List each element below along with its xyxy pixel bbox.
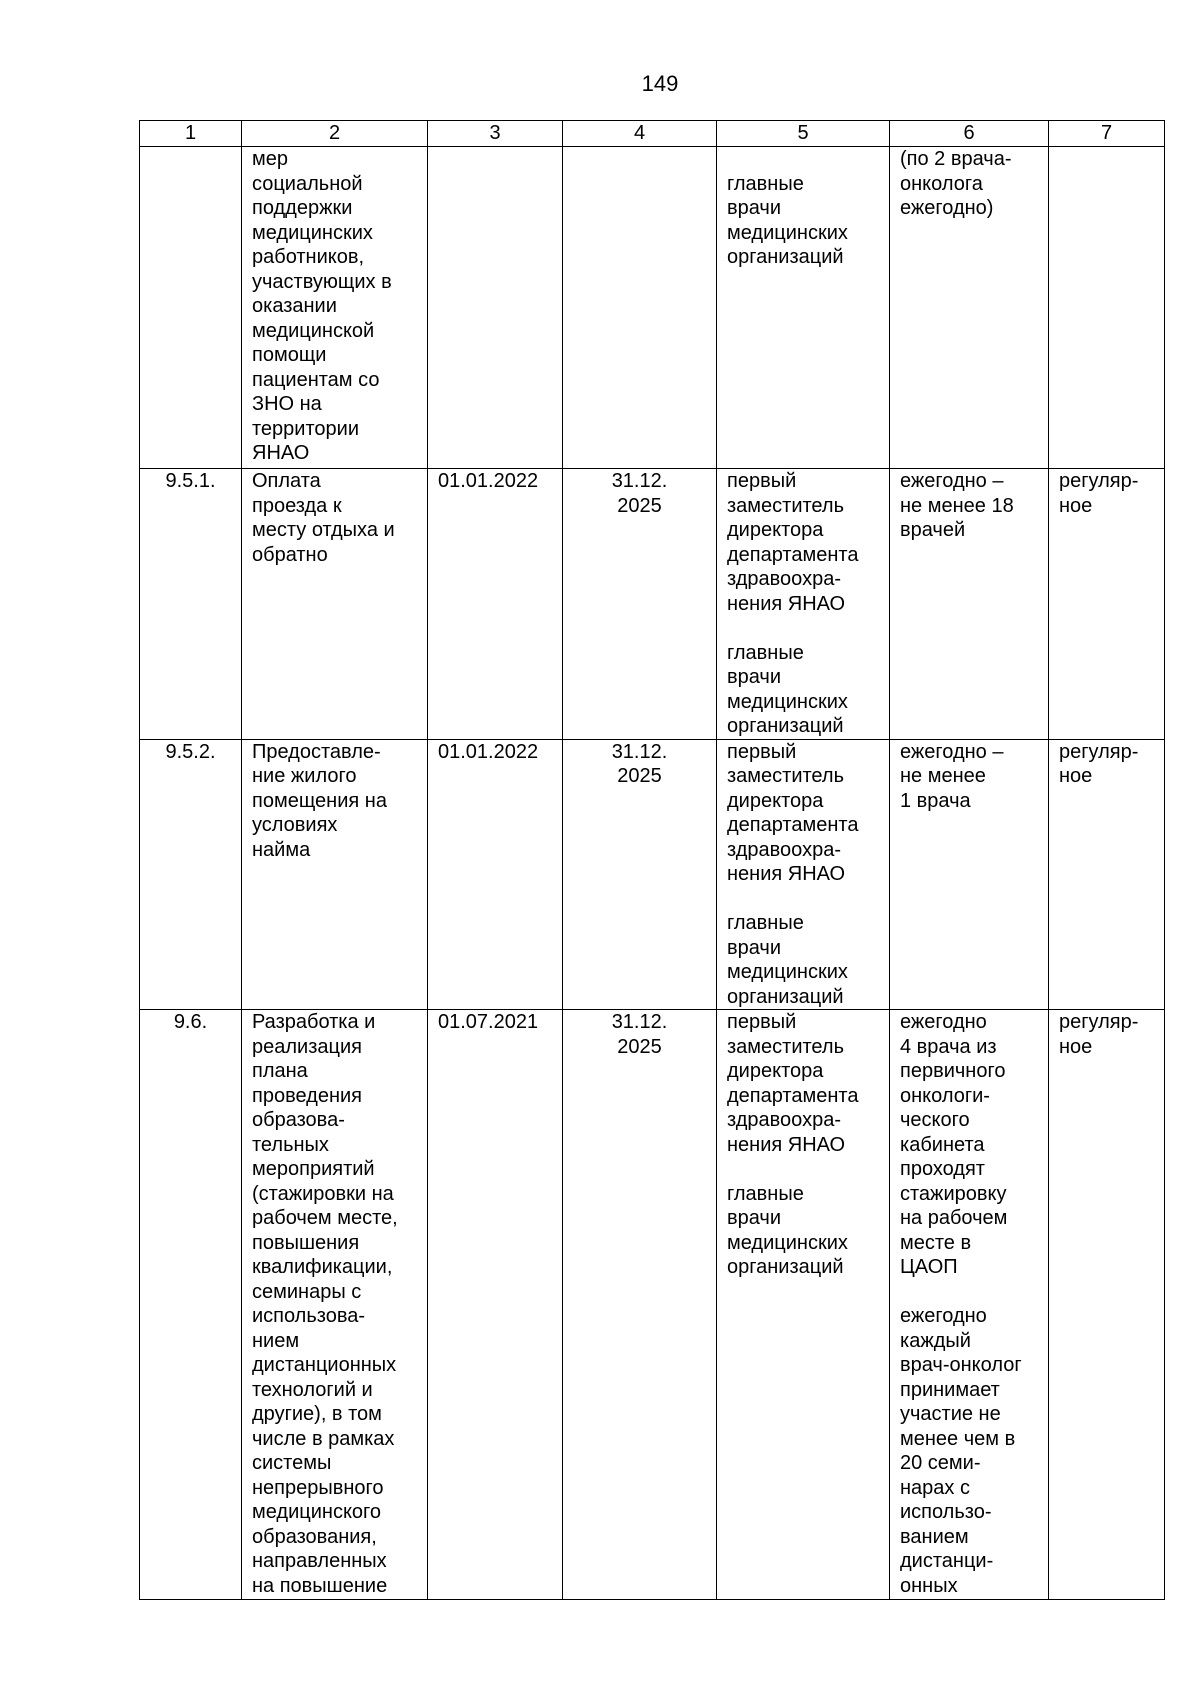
- table-row: [140, 469, 1165, 740]
- column-header: 4: [563, 121, 717, 147]
- row-number: 9.5.1.: [140, 469, 242, 740]
- responsible-cell: первый заместитель директора департамента здравоохра- нения ЯНАО главные врачи медицинских организаций: [717, 1010, 890, 1600]
- responsible-cell: первый заместитель директора департамента здравоохра- нения ЯНАО главные врачи медицинских организаций: [717, 469, 890, 740]
- plan-table: [139, 120, 1165, 1600]
- column-header: 2: [242, 121, 428, 147]
- table-row: [140, 147, 1165, 469]
- result-cell: (по 2 врача- онколога ежегодно): [890, 147, 1049, 469]
- activity-cell: Оплата проезда к месту отдыха и обратно: [242, 469, 428, 740]
- row-number: 9.6.: [140, 1010, 242, 1600]
- end-date-cell: [563, 147, 717, 469]
- responsible-cell: первый заместитель директора департамента здравоохра- нения ЯНАО главные врачи медицинских организаций: [717, 739, 890, 1010]
- result-cell: ежегодно 4 врача из первичного онкологи- ческого кабинета проходят стажировку на рабочем месте в ЦАОП ежегодно каждый врач-онколог принимает участие не менее чем в 20 семи- нарах с использо- ванием дистанци- онных: [890, 1010, 1049, 1600]
- activity-cell: Разработка и реализация плана проведения образова- тельных мероприятий (стажировки на рабочем месте, повышения квалификации, семинары с использова- нием дистанционных технологий и другие), в том числе в рамках системы непрерывного медицинского образования, направленных на повышение: [242, 1010, 428, 1600]
- header-row: [140, 121, 1165, 147]
- result-cell: ежегодно – не менее 18 врачей: [890, 469, 1049, 740]
- page-number: 149: [641, 71, 679, 96]
- row-number: [140, 147, 242, 469]
- column-header: 6: [890, 121, 1049, 147]
- start-date-cell: 01.01.2022: [428, 739, 563, 1010]
- start-date-cell: 01.01.2022: [428, 469, 563, 740]
- column-header: 7: [1049, 121, 1165, 147]
- activity-cell: Предоставле- ние жилого помещения на условиях найма: [242, 739, 428, 1010]
- end-date-cell: 31.12. 2025: [563, 1010, 717, 1600]
- type-cell: регуляр- ное: [1049, 469, 1165, 740]
- type-cell: [1049, 147, 1165, 469]
- type-cell: регуляр- ное: [1049, 739, 1165, 1010]
- table-row: [140, 739, 1165, 1010]
- column-header: 3: [428, 121, 563, 147]
- start-date-cell: [428, 147, 563, 469]
- table-row: [140, 1010, 1165, 1600]
- activity-cell: мер социальной поддержки медицинских работников, участвующих в оказании медицинской помощи пациентам со ЗНО на территории ЯНАО: [242, 147, 428, 469]
- column-header: 1: [140, 121, 242, 147]
- column-header: 5: [717, 121, 890, 147]
- end-date-cell: 31.12. 2025: [563, 739, 717, 1010]
- responsible-cell: главные врачи медицинских организаций: [717, 147, 890, 469]
- start-date-cell: 01.07.2021: [428, 1010, 563, 1600]
- type-cell: регуляр- ное: [1049, 1010, 1165, 1600]
- result-cell: ежегодно – не менее 1 врача: [890, 739, 1049, 1010]
- end-date-cell: 31.12. 2025: [563, 469, 717, 740]
- row-number: 9.5.2.: [140, 739, 242, 1010]
